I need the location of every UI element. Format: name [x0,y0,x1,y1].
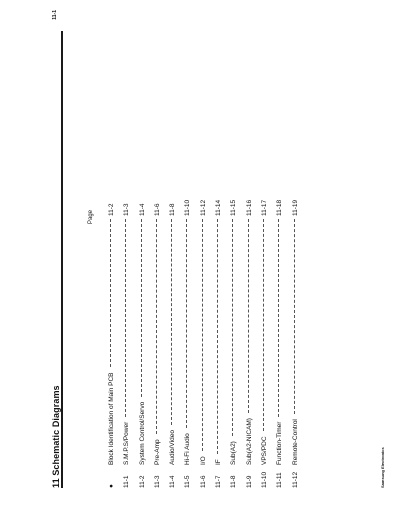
toc-item-title: System Control/Servo [138,401,146,465]
toc-item-title: Block Identification of Main PCB [108,372,115,465]
toc-item-title: Sub(A2-NICAM) [245,418,253,465]
toc-row [276,198,291,488]
toc-dot-leader [217,219,218,454]
toc-item-title: Remote-Control [291,419,299,465]
toc-item-page: 11-14 [215,199,223,216]
page-column-label: Page [88,209,94,224]
toc-dot-leader [248,219,249,413]
toc-item-page: 11-12 [199,199,207,216]
toc-dot-leader [110,219,111,368]
page-heading: 11 Schematic Diagrams [51,385,61,488]
toc-dot-leader [202,219,203,451]
toc-item-page: 11-8 [169,203,177,216]
toc-row [184,198,199,488]
toc-item-number: 11-3 [153,475,161,488]
toc-dot-leader [263,219,264,431]
toc-item-title: I/O [199,456,207,465]
toc-item-page: 11-4 [138,203,146,216]
toc-item-page: 11-17 [260,199,268,216]
toc-item-number: 11-5 [184,475,192,488]
toc-row [246,198,261,488]
toc-item-number: 11-1 [123,475,131,488]
toc-row [169,198,184,488]
toc-item-title: VPS/PDC [260,436,268,465]
toc-row [261,198,276,488]
toc-item-page: 11-10 [184,199,192,216]
toc-item-page: 11-19 [291,199,299,216]
toc-item-title: Audio/Video [169,430,177,465]
toc-item-number: 11-11 [276,472,284,488]
toc-dot-leader [232,219,233,436]
toc-item-number: 11-8 [230,475,238,488]
toc-row [154,198,169,488]
toc-item-number: ● [108,484,115,488]
toc-row [108,198,123,488]
toc-row [139,198,154,488]
toc-item-number: 11-9 [245,475,253,488]
toc-item-page: 11-3 [123,203,131,216]
toc-row [230,198,245,488]
footer-brand: Samsung Electronics [380,447,385,488]
toc-dot-leader [141,219,142,397]
heading-rule [61,31,63,488]
toc-item-page: 11-18 [276,199,284,216]
toc-dot-leader [156,219,157,434]
toc-row [292,198,307,488]
toc-item-page: 11-16 [245,199,253,216]
header-page-number: 11-1 [52,10,58,20]
toc-item-number: 11-12 [291,471,299,488]
toc-item-title: Hi-Fi Audio [184,433,192,465]
table-of-contents [108,198,307,488]
toc-dot-leader [171,219,172,425]
toc-row [200,198,215,488]
toc-row [215,198,230,488]
toc-item-title: IF [215,459,223,465]
toc-item-page: 11-2 [108,203,115,216]
toc-dot-leader [125,219,126,417]
toc-item-title: Function-Timer [276,421,284,465]
toc-item-number: 11-7 [215,475,223,488]
toc-item-page: 11-15 [230,199,238,216]
toc-row [123,198,138,488]
toc-item-title: Pre-Amp [153,439,161,465]
toc-item-number: 11-6 [199,475,207,488]
toc-dot-leader [294,219,295,414]
toc-dot-leader [186,219,187,428]
toc-item-number: 11-2 [138,475,146,488]
toc-item-title: S.M.P.S/Power [123,421,131,465]
toc-dot-leader [278,219,279,417]
toc-item-title: Sub(A2) [230,441,238,465]
toc-item-number: 11-10 [260,471,268,488]
toc-item-page: 11-6 [153,203,161,216]
toc-item-number: 11-4 [169,475,177,488]
